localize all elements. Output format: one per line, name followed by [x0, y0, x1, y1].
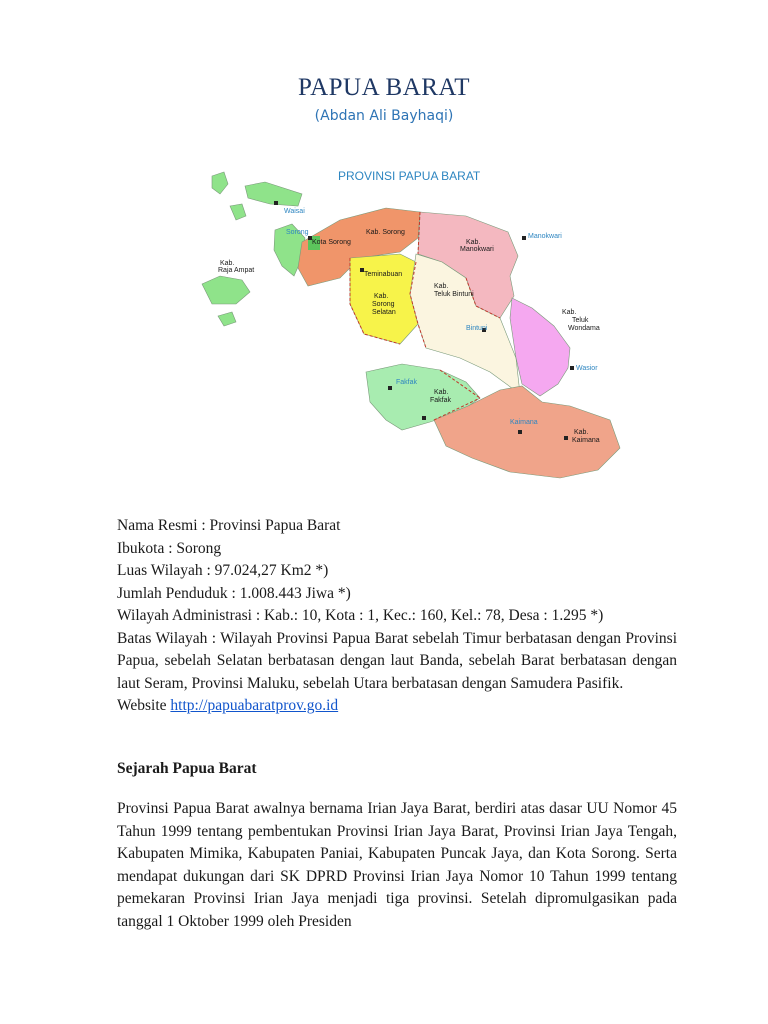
label-wasior: Wasior	[576, 365, 598, 372]
label-raja-ampat-1: Kab.	[220, 260, 235, 267]
label-sorong-selatan-2: Sorong	[372, 301, 395, 308]
info-luas-wilayah: Luas Wilayah : 97.024,27 Km2 *)	[117, 562, 329, 579]
label-kota-sorong: Kota Sorong	[312, 239, 351, 246]
label-sorong: Sorong	[286, 229, 309, 236]
label-kaimana: Kaimana	[510, 419, 538, 426]
info-nama-resmi: Nama Resmi : Provinsi Papua Barat	[117, 517, 341, 534]
section-title-sejarah: Sejarah Papua Barat	[117, 760, 257, 777]
label-manokwari: Manokwari	[528, 233, 562, 240]
label-manokwari-kab-1: Kab.	[466, 239, 481, 246]
region-kab-teluk-wondama	[510, 298, 570, 396]
label-fakfak-kab-2: Fakfak	[430, 397, 452, 404]
label-sorong-selatan-3: Selatan	[372, 309, 396, 316]
info-website	[117, 695, 677, 718]
region-raja-ampat	[202, 172, 305, 326]
label-kab-sorong: Kab. Sorong	[366, 229, 405, 236]
map-title: PROVINSI PAPUA BARAT	[338, 169, 481, 183]
label-teluk-wondama-1: Kab.	[562, 309, 577, 316]
label-teluk-wondama-3: Wondama	[568, 325, 600, 332]
label-bintuni: Bintuni	[466, 325, 488, 332]
website-link[interactable]: http://papuabaratprov.go.id	[170, 697, 339, 714]
info-batas-wilayah: Batas Wilayah : Wilayah Provinsi Papua Barat sebelah Timur berbatasan dengan Provinsi Papua, sebelah Selatan berbatasan dengan laut Banda, sebelah Barat berbatasan dengan laut Seram, Provinsi Maluku, sebelah Utara berbatasan dengan Samudera Pasifik.	[117, 629, 677, 692]
label-kaimana-kab-2: Kaimana	[572, 437, 600, 444]
label-teminabuan: Teminabuan	[364, 271, 403, 278]
label-manokwari-kab-2: Manokwari	[460, 246, 494, 253]
label-fakfak-kab-1: Kab.	[434, 389, 449, 396]
sejarah-paragraph: Provinsi Papua Barat awalnya bernama Irian Jaya Barat, berdiri atas dasar UU Nomor 45 Tahun 1999 tentang pembentukan Provinsi Irian Jaya Barat, Provinsi Irian Jaya Tengah, Kabupaten Mimika, Kabupaten Paniai, Kabupaten Puncak Jaya, dan Kota Sorong. Serta mendapat dukungan dari SK DPRD Provinsi Irian Jaya Nomor 10 Tahun 1999 tentang pemekaran Provinsi Irian Jaya menjadi tiga provinsi. Setelah dipromulgasikan pada tanggal 1 Oktober 1999 oleh Presiden	[117, 800, 677, 930]
page-title: PAPUA BARAT	[297, 74, 470, 101]
label-teluk-wondama-2: Teluk	[572, 317, 589, 324]
label-teluk-bintuni-2: Teluk Bintuni	[434, 291, 474, 298]
province-map	[190, 158, 638, 488]
label-teluk-bintuni-1: Kab.	[434, 283, 449, 290]
label-raja-ampat-2: Raja Ampat	[218, 267, 255, 274]
label-kaimana-kab-1: Kab.	[574, 429, 589, 436]
province-info	[117, 515, 677, 718]
label-sorong-selatan-1: Kab.	[374, 293, 389, 300]
author-name: (Abdan Ali Bayhaqi)	[314, 108, 454, 124]
website-label: Website	[117, 697, 171, 714]
label-fakfak: Fakfak	[396, 379, 418, 386]
info-ibukota: Ibukota : Sorong	[117, 539, 222, 557]
label-waisai: Waisai	[284, 208, 305, 215]
info-wilayah-administrasi: Wilayah Administrasi : Kab.: 10, Kota : 1, Kec.: 160, Kel.: 78, Desa : 1.295 *)	[117, 607, 604, 624]
info-jumlah-penduduk: Jumlah Penduduk : 1.008.443 Jiwa *)	[117, 584, 351, 602]
